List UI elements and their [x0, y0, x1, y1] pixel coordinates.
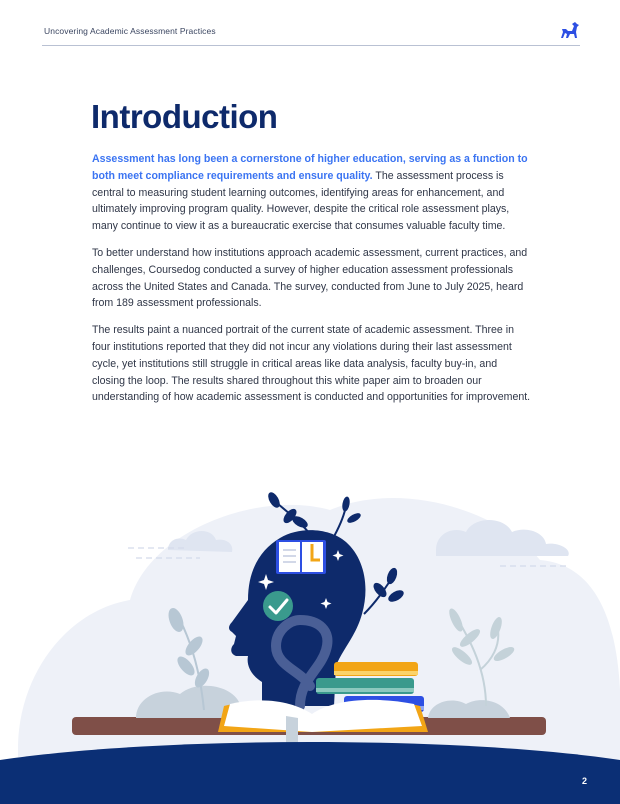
paragraph-2: To better understand how institutions approach academic assessment, current practices, and challenges, Coursedog conducted a survey of higher education assessment professionals across the United States and Canada. The survey, conducted from June to July 2025, heard from 189 assessment professionals. [92, 246, 528, 310]
page-number: 2 [582, 776, 588, 786]
page-title: Introduction [91, 98, 278, 135]
paragraph-3: The results paint a nuanced portrait of the current state of academic assessment. Three in four institutions reported that they did not incur any violations during their last assessment cycle, yet institutions still struggle in critical areas like data analysis, faculty buy-in, and closing the loop. The results shared throughout this white paper aim to broaden our understanding of how academic assessment is conducted and opportunities for improvement. [92, 324, 531, 404]
body-content [92, 151, 532, 416]
footer-wave [0, 730, 620, 804]
header-title: Uncovering Academic Assessment Practices [44, 26, 216, 36]
checkmark-icon [263, 591, 293, 621]
paragraph-1 [92, 151, 532, 235]
dog-logo-icon [558, 20, 580, 40]
paragraph-1-text: The assessment process is central to measuring student learning outcomes, identifying areas for enhancement, and ultimately improving program quality. However, despite the critical role assessment plays, many continue to view it as a bureaucratic exercise that consumes valuable faculty time. [92, 169, 510, 233]
lead-sentence: Assessment has long been a cornerstone of higher education, serving as a function to both meet compliance requirements and ensure quality. [92, 153, 528, 182]
open-book-icon [276, 540, 326, 574]
header-divider [42, 45, 580, 46]
